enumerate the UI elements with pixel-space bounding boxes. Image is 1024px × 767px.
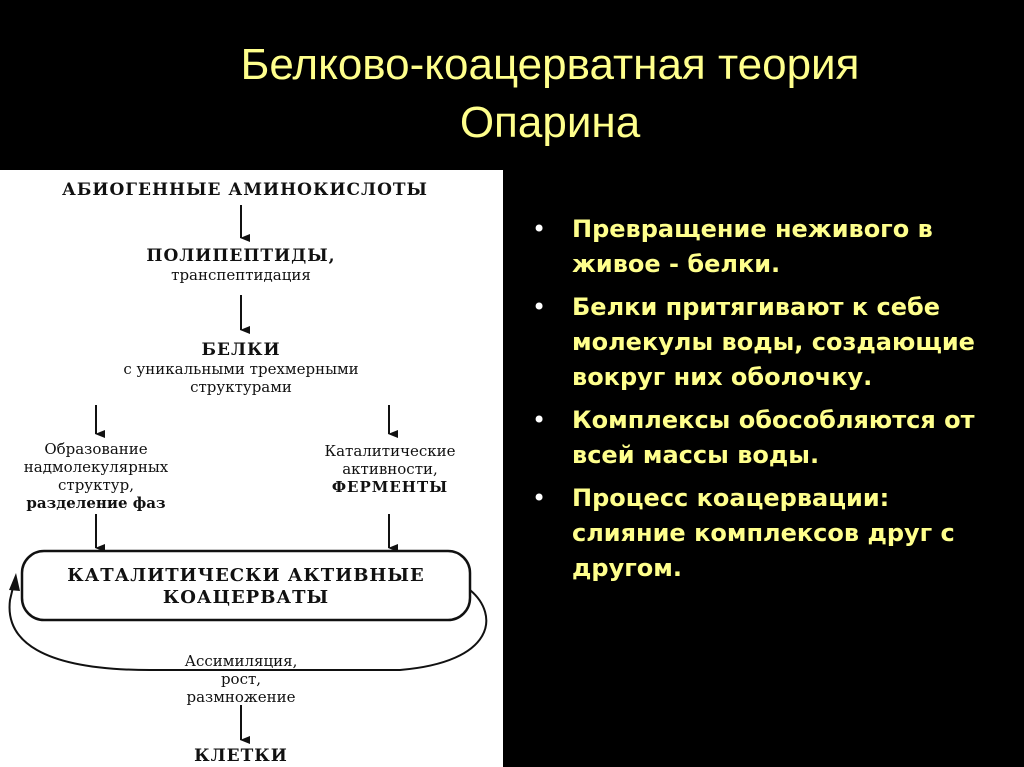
bullet-list: [528, 212, 978, 594]
left-branch-line-3: структур,: [58, 476, 134, 494]
node-proteins-sub-1: с уникальными трехмерными: [123, 360, 359, 378]
node-abiogenic-aminoacids: АБИОГЕННЫЕ АМИНОКИСЛОТЫ: [62, 180, 428, 200]
bullet-item: [528, 481, 978, 586]
bullet-marker: •: [532, 406, 547, 434]
bullet-text: Процесс коацервации: слияние комплексов друг с другом.: [572, 484, 955, 582]
cycle-line-1: Ассимиляция,: [184, 652, 298, 670]
slide-title: [150, 36, 950, 152]
left-branch-line-4: разделение фаз: [26, 494, 166, 512]
bullet-text: Превращение неживого в живое - белки.: [572, 215, 933, 278]
bullet-marker: •: [532, 215, 547, 243]
cycle-arrowhead: [9, 573, 20, 591]
slide-title-line-2: Опарина: [459, 98, 641, 147]
bullet-item: [528, 212, 978, 282]
box-line-1: КАТАЛИТИЧЕСКИ АКТИВНЫЕ: [67, 565, 425, 586]
node-cells: КЛЕТКИ: [194, 746, 288, 766]
bullet-text: Комплексы обособляются от всей массы воды.: [572, 406, 975, 469]
node-polypeptides: ПОЛИПЕПТИДЫ,: [146, 246, 336, 266]
node-polypeptides-sub: транспептидация: [171, 266, 311, 284]
right-branch-line-3: ФЕРМЕНТЫ: [331, 478, 449, 496]
bullet-item: [528, 403, 978, 473]
box-line-2: КОАЦЕРВАТЫ: [162, 587, 330, 608]
left-branch-line-2: надмолекулярных: [23, 458, 169, 476]
left-branch-line-1: Образование: [44, 440, 148, 458]
cycle-line-2: рост,: [220, 670, 262, 688]
bullet-item: [528, 290, 978, 395]
node-proteins: БЕЛКИ: [201, 340, 281, 360]
flow-diagram: [0, 170, 503, 767]
right-branch-line-2: активности,: [342, 460, 438, 478]
bullet-marker: •: [532, 484, 547, 512]
slide-title-line-1: Белково-коацерватная теория: [240, 40, 860, 89]
bullet-text: Белки притягивают к себе молекулы воды, создающие вокруг них оболочку.: [572, 293, 975, 391]
node-proteins-sub-2: структурами: [190, 378, 292, 396]
cycle-line-3: размножение: [186, 688, 296, 706]
right-branch-line-1: Каталитические: [324, 442, 456, 460]
bullet-marker: •: [532, 293, 547, 321]
